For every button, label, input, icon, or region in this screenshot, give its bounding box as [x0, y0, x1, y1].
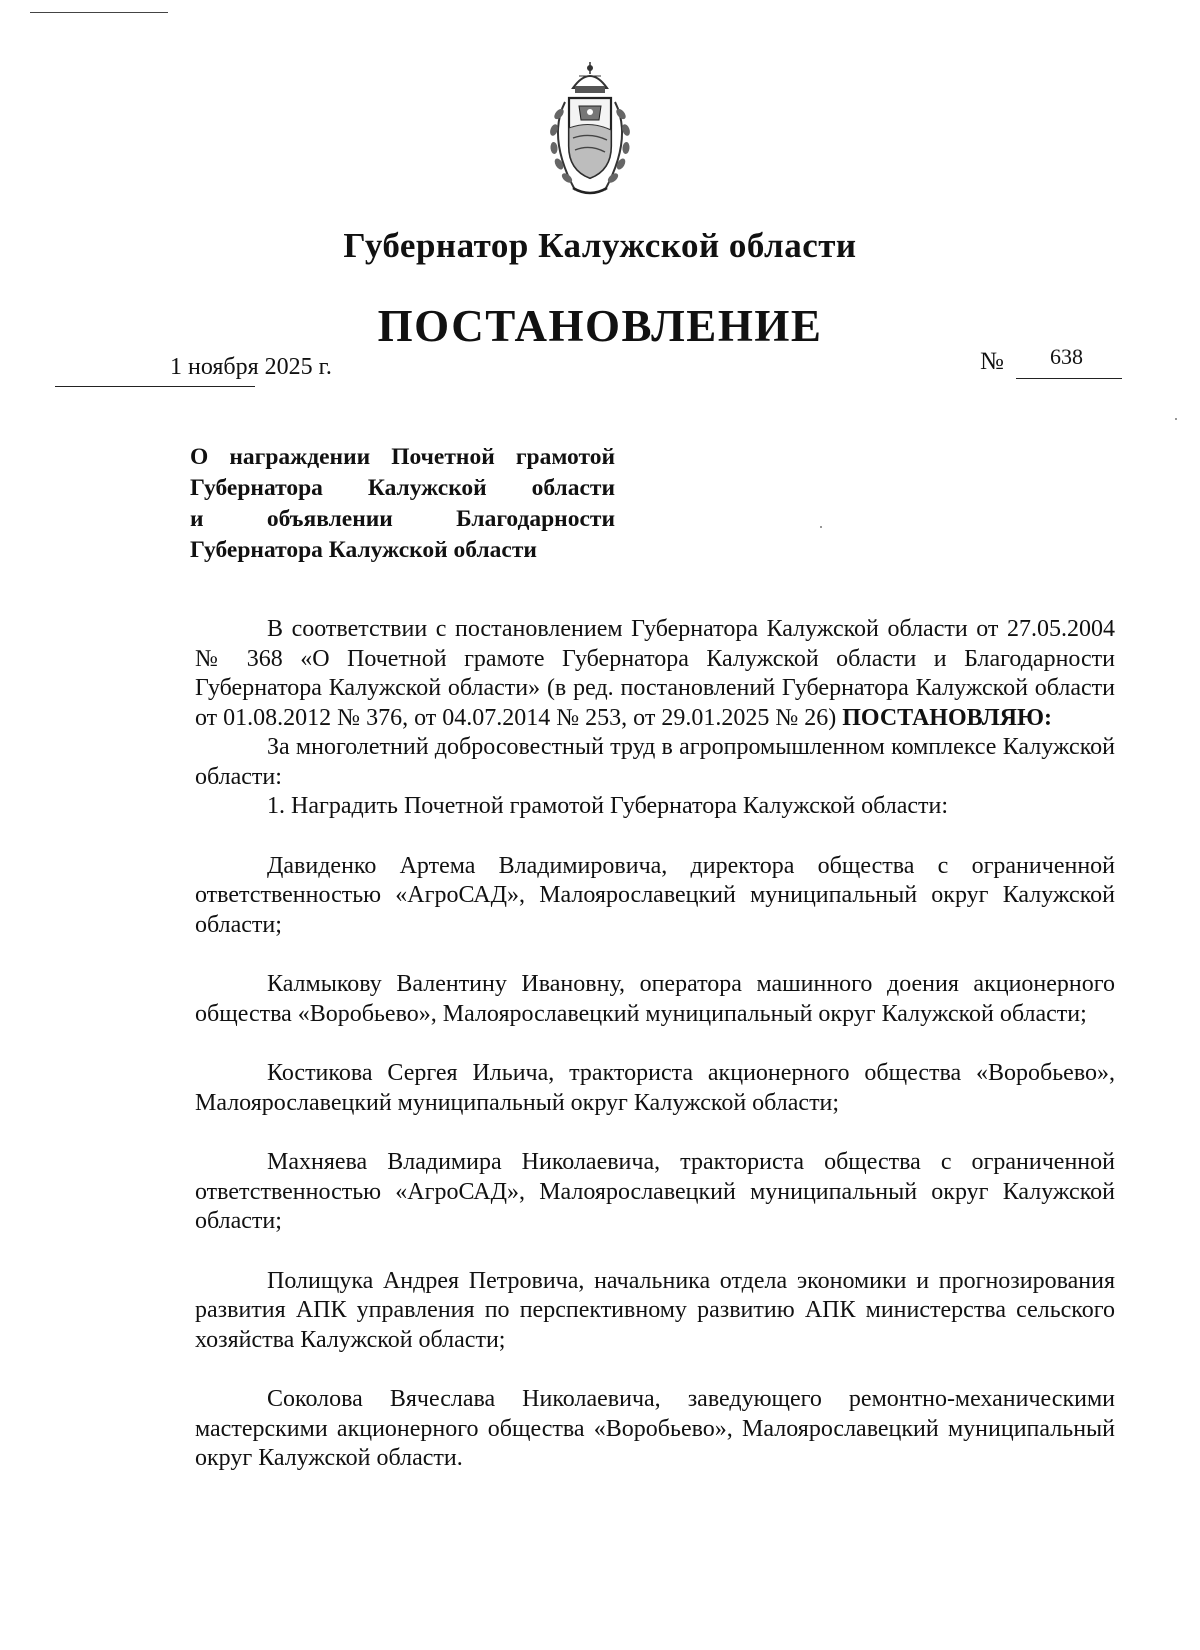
- document-body: [195, 615, 1115, 1474]
- subject-line: О награждении Почетной грамотой: [190, 444, 615, 470]
- coat-of-arms-emblem: [535, 58, 645, 198]
- document-subject: [190, 442, 615, 566]
- decree-word: ПОСТАНОВЛЯЮ:: [842, 704, 1052, 731]
- top-rule: [30, 12, 168, 13]
- awardee-paragraph: Соколова Вячеслава Николаевича, заведующего ремонтно-механическими мастерскими акционерного общества «Воробьево», Малоярославецкий муниципальный округ Калужской области.: [195, 1386, 1115, 1471]
- subject-line: Губернатора Калужской области: [190, 475, 615, 501]
- number-value: 638: [1050, 344, 1083, 369]
- reason-paragraph: За многолетний добросовестный труд в агропромышленном комплексе Калужской области:: [195, 734, 1115, 790]
- subject-line: Губернатора Калужской области: [190, 537, 537, 563]
- preamble-paragraph: [195, 615, 1115, 733]
- date-underline: [55, 386, 255, 387]
- number-label: №: [980, 348, 1004, 375]
- preamble-text: В соответствии с постановлением Губернатора Калужской области от 27.05.2004 № 368 «О Почетной грамоте Губернатора Калужской области и Благодарности Губернатора Калужской области» (в ред. постановлений Губернатора Калужской области от 01.08.2012 № 376, от 04.07.2014 № 253, от 29.01.2025 № 26): [195, 616, 1115, 731]
- awardee-paragraph: Костикова Сергея Ильича, тракториста акционерного общества «Воробьево», Малоярославецкий муниципальный округ Калужской области;: [195, 1060, 1115, 1116]
- document-type: ПОСТАНОВЛЕНИЕ: [377, 301, 823, 351]
- awardee-paragraph: Полищука Андрея Петровича, начальника отдела экономики и прогнозирования развития АПК управления по перспективному развитию АПК министерства сельского хозяйства Калужской области;: [195, 1267, 1115, 1353]
- scan-speck: [1175, 418, 1177, 420]
- number-underline: [1016, 378, 1122, 379]
- document-date: 1 ноября 2025 г.: [170, 354, 332, 380]
- org-title: Губернатор Калужской области: [343, 226, 857, 265]
- subject-line: и объявлении Благодарности: [190, 506, 615, 532]
- scan-speck: [820, 526, 822, 528]
- awardee-paragraph: Давиденко Артема Владимировича, директора общества с ограниченной ответственностью «АгроСАД», Малоярославецкий муниципальный округ Калужской области;: [195, 852, 1115, 938]
- awardee-paragraph: Калмыкову Валентину Ивановну, оператора машинного доения акционерного общества «Воробьево», Малоярославецкий муниципальный округ Калужской области;: [195, 971, 1115, 1027]
- award-item-heading: 1. Наградить Почетной грамотой Губернатора Калужской области:: [267, 793, 949, 819]
- awardee-paragraph: Махняева Владимира Николаевича, тракториста общества с ограниченной ответственностью «АгроСАД», Малоярославецкий муниципальный округ Калужской области;: [195, 1149, 1115, 1234]
